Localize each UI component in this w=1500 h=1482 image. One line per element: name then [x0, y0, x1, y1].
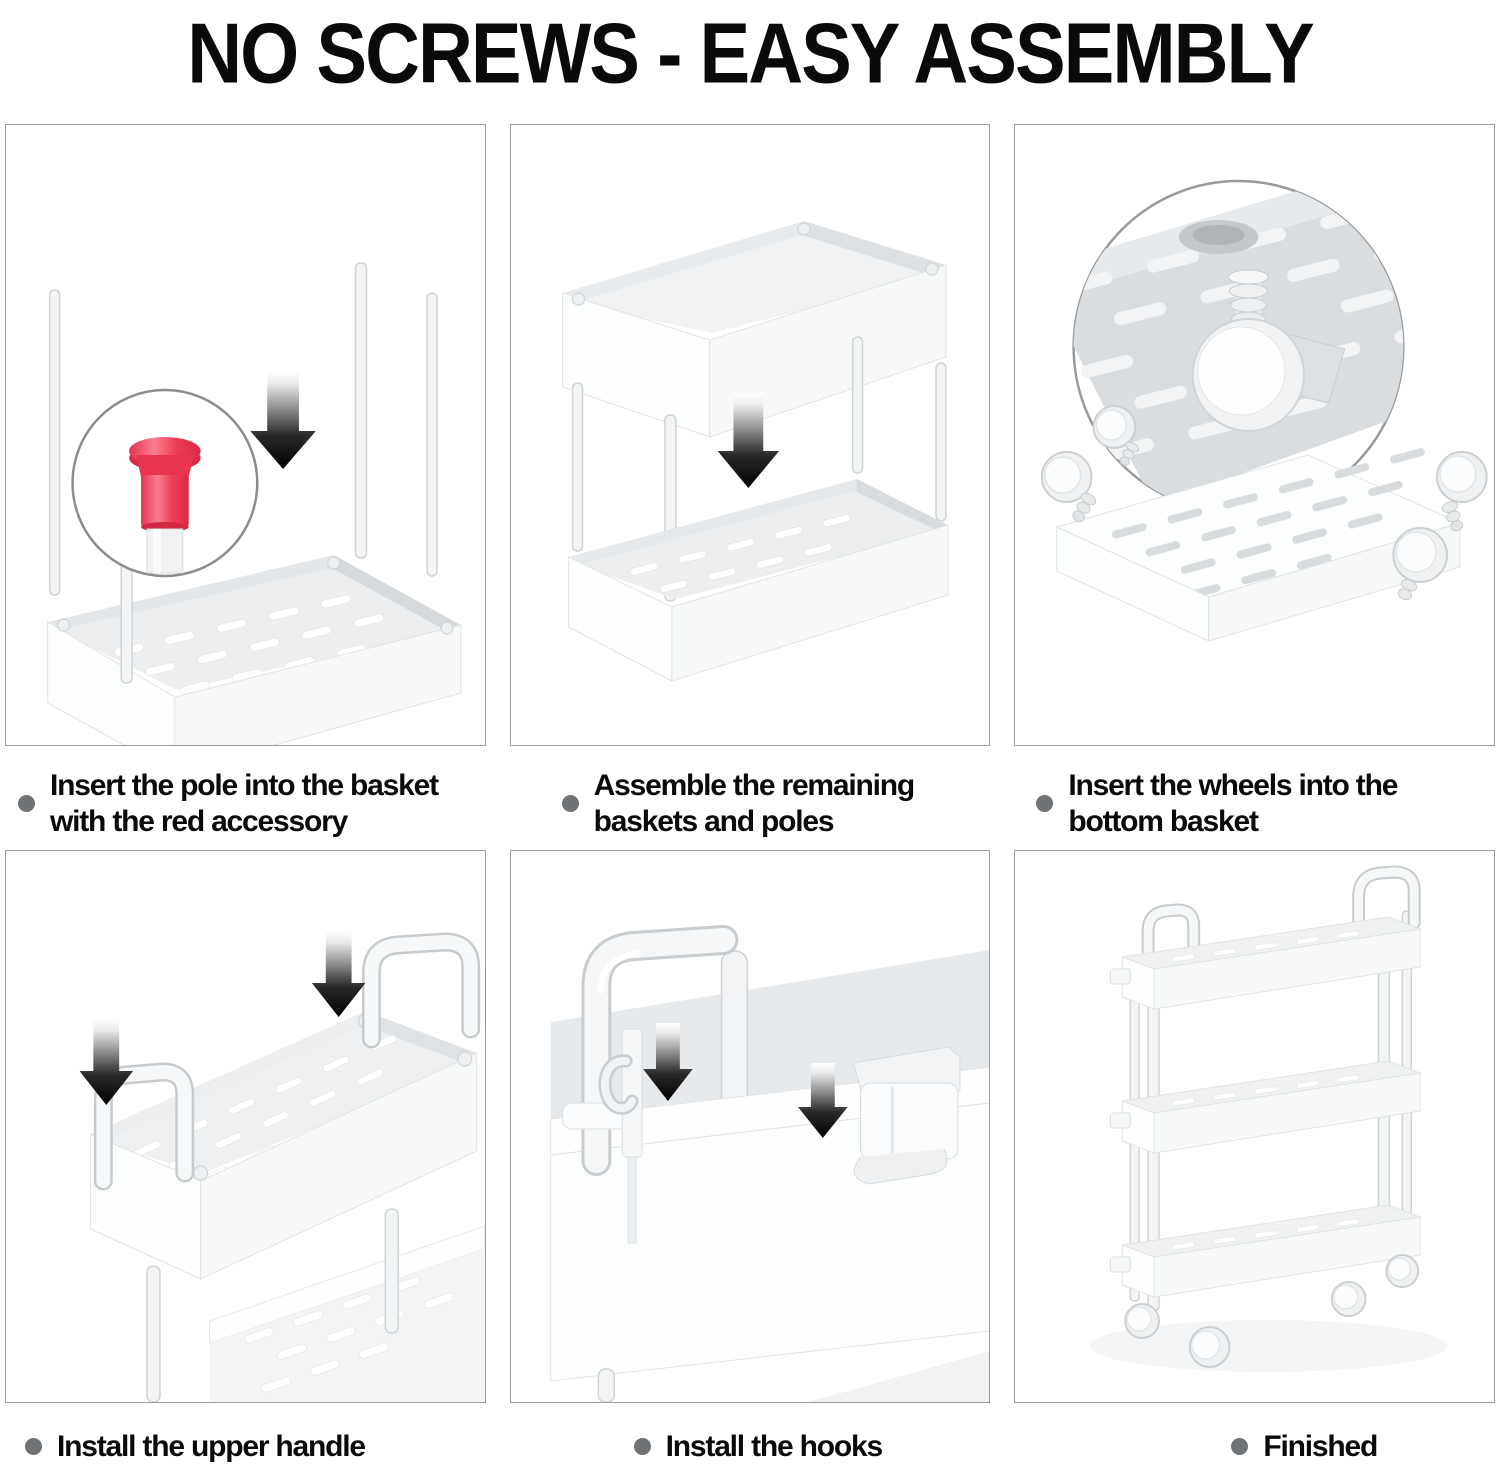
caption-line: Insert the pole into the basket	[50, 768, 438, 802]
step-1-panel	[5, 124, 486, 746]
bullet-icon	[18, 795, 35, 812]
bullet-icon	[634, 1438, 651, 1455]
step-2-illustration	[511, 125, 990, 745]
bullet-icon	[562, 795, 579, 812]
second-tier-hint	[809, 1351, 990, 1402]
step-1-caption	[5, 768, 486, 840]
step-3-caption	[1014, 768, 1495, 840]
caption-line: Insert the wheels into the	[1068, 768, 1398, 802]
step-4	[5, 850, 486, 1465]
step-5-illustration	[511, 851, 990, 1402]
step-3-panel	[1014, 124, 1495, 746]
step-3	[1014, 124, 1495, 840]
steps-row-1	[0, 124, 1500, 840]
down-arrow-icon	[312, 931, 366, 1017]
step-2-caption	[510, 768, 991, 840]
magnifier-circle	[1035, 177, 1494, 513]
tier-baskets	[1111, 917, 1421, 1297]
bullet-icon	[25, 1438, 42, 1455]
magnifier-circle	[73, 390, 258, 576]
caption-line: with the red accessory	[50, 804, 348, 838]
bullet-icon	[1036, 795, 1053, 812]
right-hook	[853, 1047, 959, 1184]
bullet-icon	[1231, 1438, 1248, 1455]
upper-basket	[90, 1011, 476, 1279]
down-arrow-icon	[79, 1019, 133, 1105]
caption-line: Finished	[1263, 1429, 1378, 1463]
step-6	[1014, 850, 1495, 1465]
step-4-panel	[5, 850, 486, 1403]
caption-line: Assemble the remaining	[593, 768, 915, 802]
caption-line: baskets and poles	[593, 804, 834, 838]
steps-row-2	[0, 850, 1500, 1465]
step-1	[5, 124, 486, 840]
step-4-caption	[5, 1429, 486, 1465]
step-5-caption	[510, 1429, 991, 1465]
step-6-panel	[1014, 850, 1495, 1403]
down-arrow-icon	[250, 371, 316, 469]
step-2-panel	[510, 124, 991, 746]
step-2	[510, 124, 991, 840]
caption-line: Install the upper handle	[57, 1429, 365, 1463]
lower-basket	[568, 479, 947, 681]
step-5	[510, 850, 991, 1465]
page-title: NO SCREWS - EASY ASSEMBLY	[187, 6, 1313, 102]
step-1-illustration	[6, 125, 485, 745]
step-6-caption	[1014, 1429, 1495, 1465]
step-4-illustration	[6, 851, 485, 1402]
step-5-panel	[510, 850, 991, 1403]
basket	[48, 555, 461, 745]
caption-line: bottom basket	[1068, 804, 1258, 838]
caption-line: Install the hooks	[665, 1429, 882, 1463]
step-3-illustration	[1015, 125, 1494, 745]
step-6-illustration	[1015, 851, 1494, 1402]
